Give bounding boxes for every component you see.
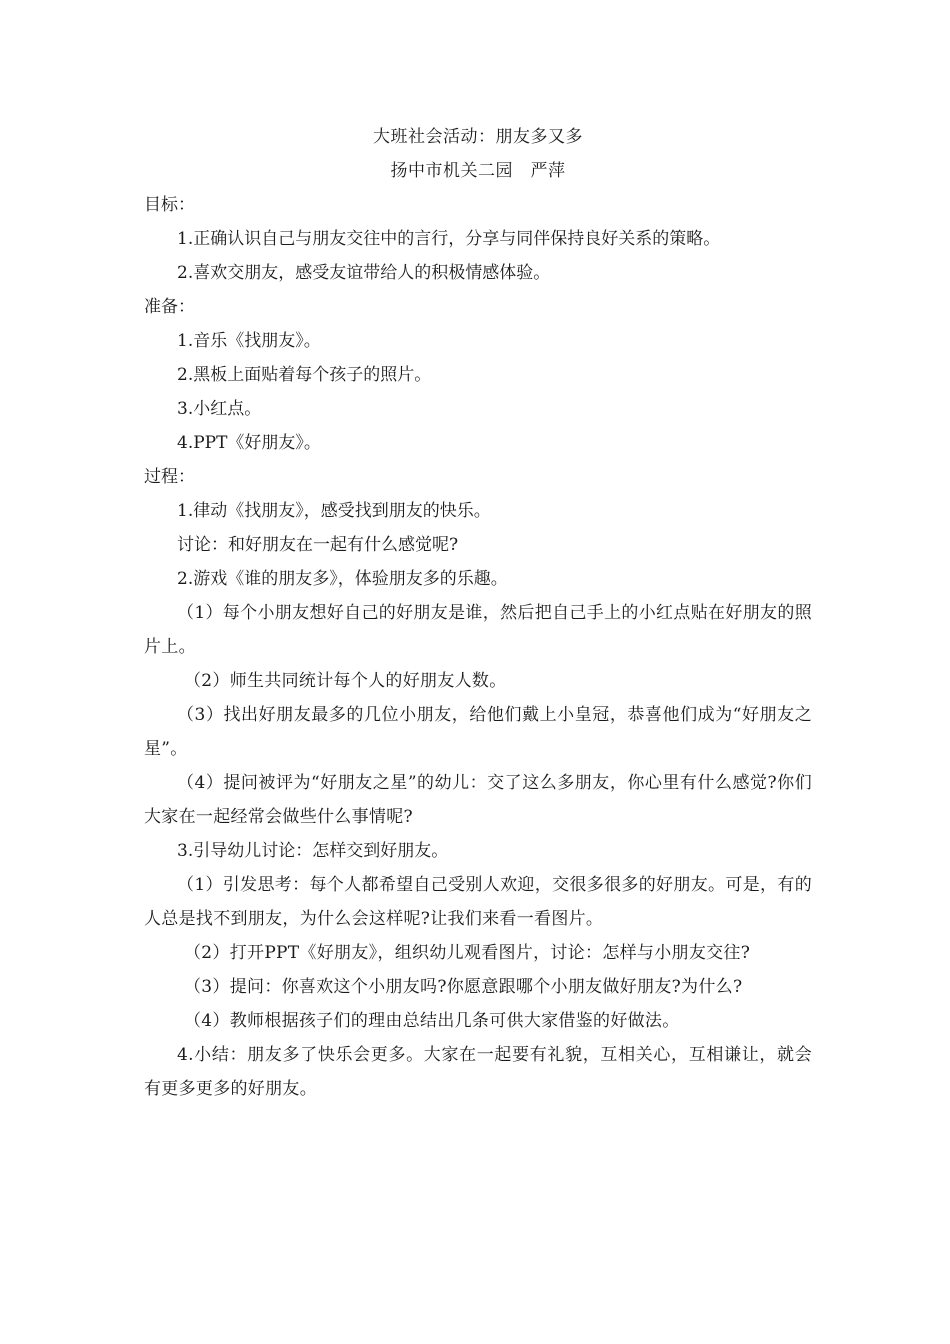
process-step-2-sub: （2）师生共同统计每个人的好朋友人数。 <box>184 671 507 691</box>
process-step-3-sub: （3）提问：你喜欢这个小朋友吗?你愿意跟哪个小朋友做好朋友?为什么? <box>184 977 743 997</box>
process-step-3-sub: （1）引发思考：每个人都希望自己受别人欢迎，交很多很多的好朋友。可是，有的人总是找不到朋友，为什么会这样呢?让我们来看一看图片。 <box>144 875 812 929</box>
process-step-3-sub: （2）打开PPT《好朋友》，组织幼儿观看图片，讨论：怎样与小朋友交往? <box>184 943 751 963</box>
goals-heading: 目标： <box>144 195 195 215</box>
goal-item: 2.喜欢交朋友，感受友谊带给人的积极情感体验。 <box>177 263 551 283</box>
prep-item: 2.黑板上面贴着每个孩子的照片。 <box>177 365 432 385</box>
prep-item: 3.小红点。 <box>177 399 262 419</box>
process-step-3-sub: （4）教师根据孩子们的理由总结出几条可供大家借鉴的好做法。 <box>184 1011 680 1031</box>
process-step-2-sub: （1）每个小朋友想好自己的好朋友是谁，然后把自己手上的小红点贴在好朋友的照片上。 <box>144 603 812 657</box>
goal-item: 1.正确认识自己与朋友交往中的言行，分享与同伴保持良好关系的策略。 <box>177 229 721 249</box>
document-body <box>144 120 812 1106</box>
process-step-2: 2.游戏《谁的朋友多》，体验朋友多的乐趣。 <box>177 569 508 589</box>
process-heading: 过程： <box>144 467 195 487</box>
document-title: 大班社会活动：朋友多又多 <box>373 127 583 147</box>
process-step-4-summary: 4.小结：朋友多了快乐会更多。大家在一起要有礼貌，互相关心，互相谦让，就会有更多更多的好朋友。 <box>144 1045 812 1099</box>
process-step-2-sub: （4）提问被评为“好朋友之星”的幼儿：交了这么多朋友，你心里有什么感觉?你们大家在一起经常会做些什么事情呢? <box>144 773 812 827</box>
prep-item: 4.PPT《好朋友》。 <box>177 433 321 453</box>
process-step-2-sub: （3）找出好朋友最多的几位小朋友，给他们戴上小皇冠，恭喜他们成为“好朋友之星”。 <box>144 705 812 759</box>
process-step-3: 3.引导幼儿讨论：怎样交到好朋友。 <box>177 841 449 861</box>
prep-item: 1.音乐《找朋友》。 <box>177 331 321 351</box>
document-author: 扬中市机关二园 严萍 <box>390 161 566 181</box>
prep-heading: 准备： <box>144 297 195 317</box>
process-step-1: 1.律动《找朋友》，感受找到朋友的快乐。 <box>177 501 491 521</box>
process-step-1-discussion: 讨论：和好朋友在一起有什么感觉呢? <box>177 535 459 555</box>
